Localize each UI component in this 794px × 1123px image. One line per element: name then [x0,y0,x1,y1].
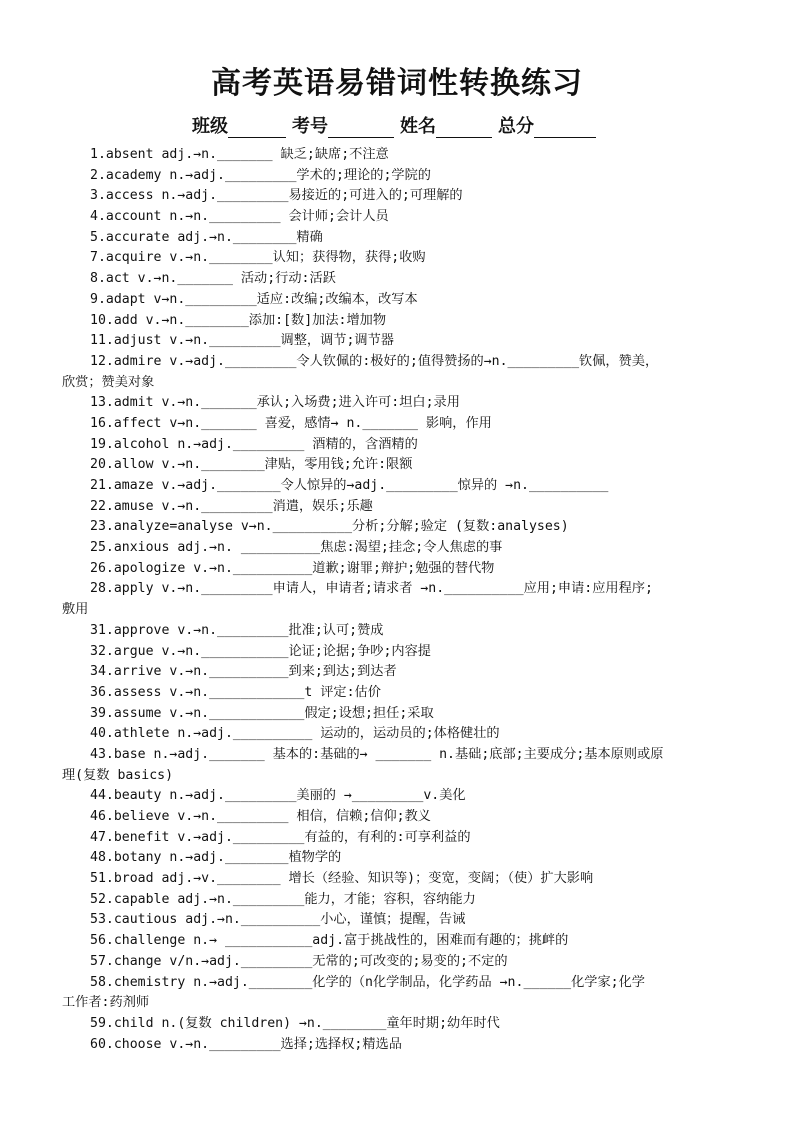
exercise-item: 34.arrive v.→n.__________到来;到达;到达者 [90,664,397,680]
exercise-item: 59.child n.(复数 children) →n.________童年时期;幼年时代 [90,1015,500,1031]
exercise-item: 11.adjust v.→n._________调整，调节;调节器 [90,333,394,349]
exam-number-label: 考号 [292,116,328,137]
exercise-item: 36.assess v.→n.____________t 评定:估价 [90,684,381,700]
exercise-item: 23.analyze=analyse v→n.__________分析;分解;验定 (复数:analyses) [90,519,569,535]
exercise-item: 1.absent adj.→n._______ 缺乏;缺席;不注意 [90,147,389,162]
class-label: 班级 [192,116,228,137]
exercise-item: 60.choose v.→n._________选择;选择权;精选品 [90,1036,402,1052]
name-blank [436,119,492,138]
exercise-item: 53.cautious adj.→n.__________小心，谨慎；提醒，告诫 [90,912,466,928]
exercise-item: 51.broad adj.→v.________ 增长（经验、知识等)；变宽，变阔；（使）扩大影响 [90,871,594,887]
score-blank [534,119,596,138]
exercise-item: 26.apologize v.→n.__________道歉;谢罪;辩护;勉强的替代物 [90,560,495,576]
exercise-list [62,145,736,1055]
exercise-item: 4.account n.→n._________ 会计师;会计人员 [90,209,389,225]
exercise-item: 12.admire v.→adj._________令人钦佩的:极好的;值得赞扬的→n._________钦佩，赞美， [90,353,659,369]
class-blank [228,119,286,138]
name-label: 姓名 [400,116,436,137]
score-label: 总分 [498,116,534,137]
exercise-item: 43.base n.→adj._______ 基本的:基础的→ _______ n.基础;底部;主要成分;基本原则或原 [90,746,664,762]
exercise-item: 7.acquire v.→n.________认知；获得物，获得;收购 [90,250,426,266]
exercise-item: 21.amaze v.→adj.________令人惊异的→adj._________惊异的 →n.__________ [90,478,609,493]
exercise-item: 5.accurate adj.→n.________精确 [90,229,323,245]
exercise-item: 13.admit v.→n._______承认;入场费;进入许可:坦白;录用 [90,395,460,411]
exercise-continuation-line: 欣赏；赞美对象 [62,374,155,390]
exercise-item: 32.argue v.→n.___________论证;论据;争吵;内容提 [90,643,431,659]
exercise-item: 57.change v/n.→adj._________无常的;可改变的;易变的;不定的 [90,953,508,969]
exercise-item: 40.athlete n.→adj.__________ 运动的，运动员的;体格健壮的 [90,726,500,742]
exercise-item: 52.capable adj.→n._________能力，才能；容积，容纳能力 [90,891,476,907]
exercise-item: 19.alcohol n.→adj._________ 酒精的，含酒精的 [90,436,418,452]
exercise-item: 47.benefit v.→adj._________有益的，有利的:可享利益的 [90,829,471,845]
exercise-item: 16.affect v→n._______ 喜爱，感情→ n._______ 影响，作用 [90,415,492,431]
exercise-item: 48.botany n.→adj.________植物学的 [90,850,342,866]
exercise-item: 3.access n.→adj._________易接近的;可进入的;可理解的 [90,188,463,204]
student-info-line [0,112,794,138]
exercise-item: 58.chemistry n.→adj.________化学的（n化学制品，化学药品 →n.______化学家;化学 [90,974,645,990]
exam-number-blank [328,119,394,138]
exercise-continuation-line: 工作者:药剂师 [62,995,150,1011]
exercise-item: 28.apply v.→n._________申请人，申请者;请求者 →n.__________应用;申请:应用程序; [90,581,653,597]
exercise-item: 20.allow v.→n.________津贴，零用钱;允许:限额 [90,457,413,473]
exercise-continuation-line: 敷用 [62,602,89,618]
exercise-item: 8.act v.→n._______ 活动;行动:活跃 [90,271,336,287]
exercise-item: 25.anxious adj.→n. __________焦虑:渴望;挂念;令人焦虑的事 [90,540,503,556]
exercise-item: 31.approve v.→n._________批准;认可;赞成 [90,622,384,638]
exercise-item: 44.beauty n.→adj._________美丽的 →_________v.美化 [90,788,466,804]
worksheet-title: 高考英语易错词性转换练习 [211,66,583,101]
exercise-item: 2.academy n.→adj._________学术的;理论的;学院的 [90,167,431,183]
exercise-item: 39.assume v.→n.____________假定;设想;担任;采取 [90,705,434,721]
exercise-item: 56.challenge n.→ ___________adj.富于挑战性的，困难而有趣的；挑衅的 [90,933,569,949]
exercise-continuation-line: 理(复数 basics) [62,767,174,783]
exercise-item: 46.believe v.→n._________ 相信，信赖;信仰;教义 [90,809,431,824]
exercise-item: 9.adapt v→n._________适应:改编;改编本，改写本 [90,291,418,307]
exercise-item: 22.amuse v.→n._________消遣，娱乐;乐趣 [90,498,373,514]
exercise-item: 10.add v.→n.________添加:[数]加法:增加物 [90,312,387,328]
